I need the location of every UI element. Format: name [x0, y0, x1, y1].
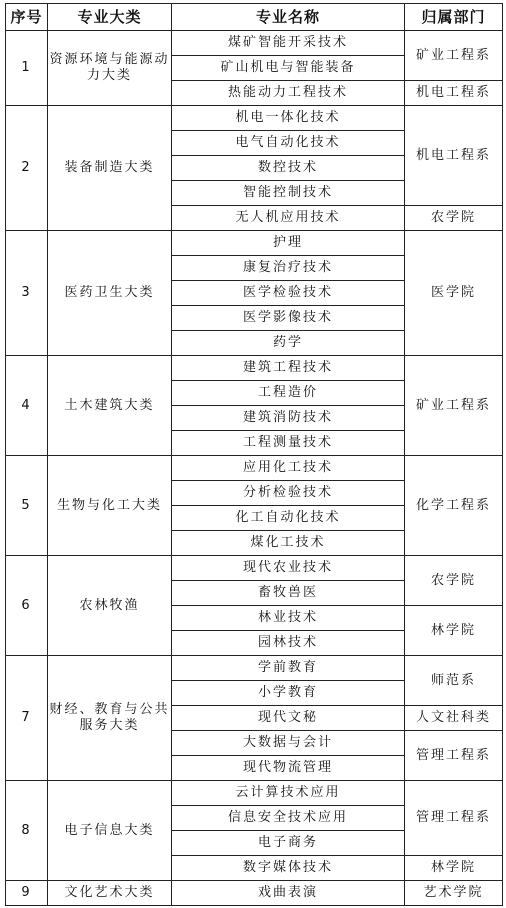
major-name: 工程测量技术 [172, 431, 405, 456]
table-row [6, 781, 503, 806]
major-name: 化工自动化技术 [172, 506, 405, 531]
group-number: 5 [6, 456, 48, 556]
major-name: 林业技术 [172, 606, 405, 631]
table-row [6, 456, 503, 481]
table-row [6, 31, 503, 56]
department-name: 师范系 [405, 656, 503, 706]
table-row [6, 106, 503, 131]
department-name: 矿业工程系 [405, 356, 503, 456]
department-name: 机电工程系 [405, 81, 503, 106]
group-number: 4 [6, 356, 48, 456]
header-department: 归属部门 [405, 4, 503, 31]
majors-table [5, 3, 503, 906]
major-name: 医学影像技术 [172, 306, 405, 331]
major-name: 数字媒体技术 [172, 856, 405, 881]
header-category: 专业大类 [48, 4, 172, 31]
table-row [6, 556, 503, 581]
major-name: 建筑消防技术 [172, 406, 405, 431]
major-category: 财经、教育与公共服务大类 [48, 656, 172, 781]
header-row [6, 4, 503, 31]
header-no: 序号 [6, 4, 48, 31]
major-name: 康复治疗技术 [172, 256, 405, 281]
group-number: 7 [6, 656, 48, 781]
header-major: 专业名称 [172, 4, 405, 31]
major-name: 园林技术 [172, 631, 405, 656]
major-category: 装备制造大类 [48, 106, 172, 231]
major-name: 大数据与会计 [172, 731, 405, 756]
major-name: 现代农业技术 [172, 556, 405, 581]
major-name: 智能控制技术 [172, 181, 405, 206]
table-row [6, 356, 503, 381]
department-name: 农学院 [405, 556, 503, 606]
major-name: 机电一体化技术 [172, 106, 405, 131]
major-category: 土木建筑大类 [48, 356, 172, 456]
department-name: 化学工程系 [405, 456, 503, 556]
department-name: 机电工程系 [405, 106, 503, 206]
group-number: 6 [6, 556, 48, 656]
major-name: 应用化工技术 [172, 456, 405, 481]
group-number: 8 [6, 781, 48, 881]
department-name: 管理工程系 [405, 781, 503, 856]
major-name: 数控技术 [172, 156, 405, 181]
table-row [6, 656, 503, 681]
group-number: 1 [6, 31, 48, 106]
major-name: 电气自动化技术 [172, 131, 405, 156]
group-number: 3 [6, 231, 48, 356]
department-name: 艺术学院 [405, 881, 503, 906]
major-name: 煤化工技术 [172, 531, 405, 556]
major-name: 医学检验技术 [172, 281, 405, 306]
major-category: 文化艺术大类 [48, 881, 172, 906]
major-name: 现代物流管理 [172, 756, 405, 781]
group-number: 2 [6, 106, 48, 231]
major-name: 小学教育 [172, 681, 405, 706]
table-row [6, 231, 503, 256]
major-name: 畜牧兽医 [172, 581, 405, 606]
major-name: 现代文秘 [172, 706, 405, 731]
table-row [6, 881, 503, 906]
department-name: 矿业工程系 [405, 31, 503, 81]
department-name: 医学院 [405, 231, 503, 356]
department-name: 管理工程系 [405, 731, 503, 781]
major-name: 无人机应用技术 [172, 206, 405, 231]
major-name: 工程造价 [172, 381, 405, 406]
table-body [6, 31, 503, 906]
major-name: 热能动力工程技术 [172, 81, 405, 106]
major-name: 药学 [172, 331, 405, 356]
major-name: 护理 [172, 231, 405, 256]
major-name: 矿山机电与智能装备 [172, 56, 405, 81]
department-name: 林学院 [405, 856, 503, 881]
department-name: 农学院 [405, 206, 503, 231]
major-category: 农林牧渔 [48, 556, 172, 656]
major-name: 建筑工程技术 [172, 356, 405, 381]
table-header [6, 4, 503, 31]
major-name: 云计算技术应用 [172, 781, 405, 806]
major-category: 生物与化工大类 [48, 456, 172, 556]
major-category: 医药卫生大类 [48, 231, 172, 356]
major-name: 戏曲表演 [172, 881, 405, 906]
major-name: 煤矿智能开采技术 [172, 31, 405, 56]
group-number: 9 [6, 881, 48, 906]
major-category: 资源环境与能源动力大类 [48, 31, 172, 106]
department-name: 林学院 [405, 606, 503, 656]
major-name: 信息安全技术应用 [172, 806, 405, 831]
major-category: 电子信息大类 [48, 781, 172, 881]
major-name: 电子商务 [172, 831, 405, 856]
major-name: 分析检验技术 [172, 481, 405, 506]
major-name: 学前教育 [172, 656, 405, 681]
department-name: 人文社科类 [405, 706, 503, 731]
